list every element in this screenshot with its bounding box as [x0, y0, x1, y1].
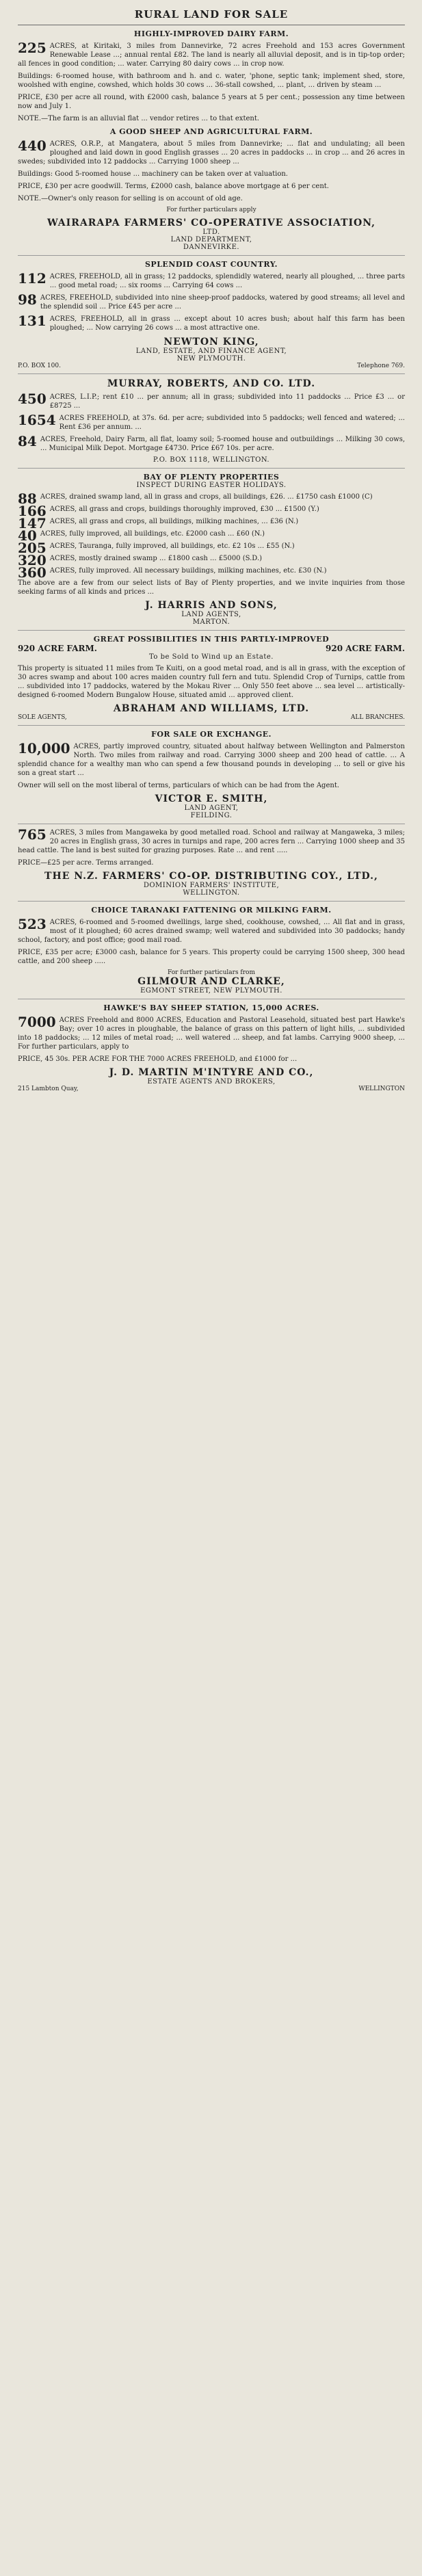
column	[18, 0, 405, 1092]
murray-item	[18, 435, 405, 453]
coast-item	[18, 272, 405, 290]
divider	[18, 468, 405, 469]
bay-subtitle: INSPECT DURING EASTER HOLIDAYS.	[136, 482, 287, 489]
divider	[18, 373, 405, 374]
item-text: ACRES, all grass and crops, all buildings, milking machines, ...	[49, 518, 268, 525]
murray-item	[18, 414, 405, 432]
agent-smith-place: FEILDING.	[190, 812, 233, 819]
acre-number: 147	[18, 515, 47, 531]
agent-nzfarmers-sub: DOMINION FARMERS' INSTITUTE,	[143, 882, 280, 889]
hawkes-title: HAWKE'S BAY SHEEP STATION, 15,000 ACRES.	[103, 1003, 319, 1012]
acre-number: 84	[18, 433, 37, 449]
sheep-item	[18, 170, 405, 179]
agent-smith: VICTOR E. SMITH,	[155, 793, 268, 804]
item-text: ACRES, FREEHOLD, all in grass; 12 paddocks, splendidly watered, nearly all ploughed, ... three parts ... good metal road; ... six rooms ... Carrying 64 cows ...	[49, 273, 405, 289]
agent-wairarapa-place: DANNEVIRKE.	[183, 244, 240, 251]
dairy-item	[18, 42, 405, 68]
item-text: ACRES, fully improved. All necessary buildings, milking machines, etc.	[49, 567, 296, 575]
item-text: ACRES Freehold and 8000 ACRES, Education and Pastoral Leasehold, situated best part Hawke's Bay; over 10 acres in ploughable, the balance of grass on this pattern of light hills, ... subdivided into 18 paddocks; ... 12 miles of metal road; ... well watered ... sheep, and fat lambs. Carrying 9000 sheep, ... For further particulars, apply to	[18, 1016, 405, 1051]
hawkes-price: PRICE, 45 30s. PER ACRE FOR THE 7000 ACRES FREEHOLD, and £1000 for ...	[18, 1055, 298, 1063]
acre-number: 10,000	[18, 740, 70, 757]
item-text: ACRES, at Kiritaki, 3 miles from Dannevirke, 72 acres Freehold and 153 acres Government Renewable Lease ...; annual rental £82. The land is nearly all alluvial deposit, and is in tip-top order; all fences in good condition; ... water. Carrying 80 dairy cows ... in crop now.	[18, 42, 405, 68]
coast-item	[18, 315, 405, 332]
agent-wairarapa-sub: LTD.	[202, 228, 220, 236]
great-right	[326, 644, 405, 653]
agent-right: ALL BRANCHES.	[350, 714, 405, 721]
agent-newton-role: LAND, ESTATE, AND FINANCE AGENT,	[135, 347, 287, 355]
agent-wairarapa: WAIRARAPA FARMERS' CO-OPERATIVE ASSOCIATION,	[47, 218, 376, 228]
mangaweka-price: PRICE—£25 per acre. Terms arranged.	[18, 859, 154, 867]
taranaki-title: CHOICE TARANAKI FATTENING OR MILKING FARM.	[91, 906, 332, 915]
dairy-item	[18, 72, 405, 90]
item-text: ACRES FREEHOLD, at 37s. 6d. per acre; subdivided into 5 paddocks; well fenced and watered; ... Rent £36 per annum. ...	[59, 415, 405, 431]
divider	[18, 630, 405, 631]
taranaki-footer: For further particulars from	[167, 969, 256, 976]
taranaki-item	[18, 918, 405, 945]
item-text: ACRES, all grass and crops, buildings thoroughly improved, £30 ...	[49, 505, 282, 513]
divider	[18, 725, 405, 726]
agent-martin-row	[18, 1086, 405, 1092]
agent-left: 215 Lambton Quay,	[18, 1086, 79, 1092]
item-text: ACRES, FREEHOLD, all in grass ... except about 10 acres bush; about half this farm has been ploughed; ... Now carrying 26 cows ... a most attractive one.	[49, 315, 405, 332]
agent-murray: MURRAY, ROBERTS, AND CO. LTD.	[107, 378, 316, 389]
acre-number: 112	[18, 270, 47, 287]
agent-martin-sub: ESTATE AGENTS AND BROKERS,	[147, 1078, 276, 1086]
acre-number: 1654	[18, 412, 56, 428]
acre-number: 765	[18, 826, 47, 843]
acre-number: 166	[18, 503, 47, 519]
exchange-title: FOR SALE OR EXCHANGE.	[151, 730, 272, 739]
acre-number: 920	[326, 644, 343, 653]
dairy-section	[18, 29, 405, 123]
dairy-title: HIGHLY-IMPROVED DAIRY FARM.	[133, 29, 289, 38]
sheep-price: PRICE, £30 per acre goodwill. Terms, £2000 cash, balance above mortgage at 6 per cent.	[18, 183, 329, 190]
acre-label: ACRE FARM.	[345, 644, 405, 653]
item-text: Buildings: 6-roomed house, with bathroom and h. and c. water, 'phone, septic tank; implement shed, store, woolshed with engine, cowshed, which holds 30 cows ... 36-stall cowshed, ... plant, ... driven by steam ...	[18, 73, 405, 89]
acre-number: 920	[18, 644, 36, 653]
item-text: ACRES, Freehold, Dairy Farm, all flat, loamy soil; 5-roomed house and outbuildings ... Milking 30 cows, ... Municipal Milk Depot. Mortgage £4730. Price £67 10s. per acre.	[40, 436, 405, 452]
item-price: £36 (N.)	[269, 518, 299, 525]
item-text: ACRES, O.R.P., at Mangatera, about 5 miles from Dannevirke; ... flat and undulating; all been ploughed and laid down in good English grasses ... 20 acres in paddocks ... in crop ... and 26 acres in swedes; subdivided into 12 paddocks ... Carrying 1000 sheep ...	[18, 140, 405, 166]
telephone: Telephone 769.	[357, 363, 405, 369]
item-price: £30 (N.)	[298, 567, 327, 575]
item-text: ACRES, Tauranga, fully improved, all buildings, etc. £2 10s ...	[49, 542, 265, 550]
item-price: £60 (N.)	[236, 530, 265, 538]
agent-harris: J. HARRIS AND SONS,	[145, 600, 278, 611]
acre-number: 523	[18, 916, 47, 932]
acre-label: ACRE FARM.	[38, 644, 97, 653]
agent-wairarapa-dept: LAND DEPARTMENT,	[170, 236, 252, 244]
item-text: ACRES, 3 miles from Mangaweka by good metalled road. School and railway at Mangaweka, 3 miles; 20 acres in English grass, 30 acres in turnips and rape, 200 acres fern ... Carrying 1000 sheep and 35 head cattle. The land is best suited for grazing purposes. Rate ... and rent .....	[18, 829, 405, 854]
exchange-item	[18, 742, 405, 778]
agent-gilmour: GILMOUR AND CLARKE,	[137, 976, 285, 987]
acre-number: 7000	[18, 1014, 56, 1030]
bay-item	[18, 503, 405, 519]
page-title: RURAL LAND FOR SALE	[134, 8, 289, 21]
acre-number: 98	[18, 291, 37, 308]
item-text: ACRES, partly improved country, situated about halfway between Wellington and Palmerston North. Two miles from railway and road. Carrying 3000 sheep and 200 head of cattle. ... A splendid chance for a wealthy man who can spend a few thousand pounds in developing ... to sell or give his son a great start ...	[18, 743, 405, 777]
mangaweka-item	[18, 828, 405, 855]
dairy-price: PRICE, £30 per acre all round, with £2000 cash, balance 5 years at 5 per cent.; possession any time between now and July 1.	[18, 94, 405, 110]
agent-smith-sub: LAND AGENT,	[184, 804, 239, 812]
sheep-note: NOTE.—Owner's only reason for selling is on account of old age.	[18, 195, 243, 202]
po-box: P.O. BOX 100.	[18, 363, 61, 369]
great-sub: To be Sold to Wind up an Estate.	[149, 653, 274, 661]
acre-number: 360	[18, 564, 47, 581]
dairy-note: NOTE.—The farm is an alluvial flat ... vendor retires ... to that extent.	[18, 115, 260, 122]
item-text: ACRES, FREEHOLD, subdivided into nine sheep-proof paddocks, watered by good streams; all level and the splendid soil ... Price £45 per acre ...	[40, 294, 405, 311]
taranaki-price: PRICE, £35 per acre; £3000 cash, balance for 5 years. This property could be carrying 1500 sheep, 300 head cattle, and 200 sheep .....	[18, 949, 405, 965]
agent-right: WELLINGTON	[358, 1086, 405, 1092]
sheep-section	[18, 127, 405, 213]
agent-abraham-row	[18, 714, 405, 721]
sheep-footer: For further particulars apply	[166, 207, 256, 213]
great-title: GREAT POSSIBILITIES IN THIS PARTLY-IMPROVED	[93, 635, 330, 644]
agent-harris-place: MARTON.	[192, 618, 230, 626]
bay-title: BAY OF PLENTY PROPERTIES	[143, 473, 280, 482]
hawkes-item	[18, 1016, 405, 1051]
great-header	[18, 644, 405, 653]
coast-title: SPLENDID COAST COUNTRY.	[144, 260, 278, 269]
great-text: This property is situated 11 miles from Te Kuiti, on a good metal road, and is all in grass, with the exception of 30 acres swamp and about 100 acres maiden country full fern and tutu. Splendid Crop of Turnips, cattle from ... subdivided into 17 paddocks, watered by the Mokau River ... Only 550 feet above ... sea level ... artistically-designed 6-roomed Modern Bungalow House, situated amid ... approved client.	[18, 665, 405, 699]
bay-item	[18, 552, 405, 568]
item-price: £1500 (Y.)	[284, 505, 319, 513]
item-text: Buildings: Good 5-roomed house ... machinery can be taken over at valuation.	[18, 170, 288, 178]
bay-item	[18, 490, 405, 507]
agent-newton-king: NEWTON KING,	[163, 337, 259, 347]
bay-item	[18, 564, 405, 581]
bay-list	[18, 490, 405, 581]
item-text: ACRES, fully improved, all buildings, etc. £2000 cash ...	[40, 530, 235, 538]
item-text: ACRES, L.I.P.; rent £10 ... per annum; all in grass; subdivided into 11 paddocks ... Price £3 ... or £8725 ...	[49, 393, 405, 410]
acre-number: 225	[18, 40, 47, 56]
item-text: ACRES, drained swamp land, all in grass and crops, all buildings, £26. ... £1750 cash	[40, 493, 336, 501]
acre-number: 440	[18, 137, 47, 154]
agent-nzfarmers-place: WELLINGTON.	[183, 889, 240, 897]
acre-number: 131	[18, 313, 47, 329]
agent-nzfarmers: THE N.Z. FARMERS' CO-OP. DISTRIBUTING COY., LTD.,	[44, 871, 378, 882]
item-price: £1000 (C)	[338, 493, 373, 501]
bay-note: The above are a few from our select lists of Bay of Plenty properties, and we invite inquiries from those seeking farms of all kinds and prices ...	[18, 579, 405, 596]
bay-item	[18, 540, 405, 556]
murray-item	[18, 393, 405, 410]
exchange-owner: Owner will sell on the most liberal of terms, particulars of which can be had from the Agent.	[18, 782, 340, 789]
item-text: ACRES, 6-roomed and 5-roomed dwellings, large shed, cookhouse, cowshed, ... All flat and in grass, most of it ploughed; 60 acres drained swamp; well watered and subdivided into 30 paddocks; handy school, factory, and post office; good mail road.	[18, 919, 405, 944]
agent-martin: J. D. MARTIN M'INTYRE AND CO.,	[109, 1067, 314, 1078]
acre-number: 450	[18, 391, 47, 407]
acre-number: 320	[18, 552, 47, 568]
bay-item	[18, 527, 405, 544]
item-price: £55 (N.)	[266, 542, 295, 550]
acre-number: 40	[18, 527, 37, 544]
sheep-title: A GOOD SHEEP AND AGRICULTURAL FARM.	[109, 127, 313, 136]
acre-number: 205	[18, 540, 47, 556]
agent-left: SOLE AGENTS,	[18, 714, 67, 721]
great-left	[18, 644, 97, 653]
sheep-item	[18, 137, 405, 166]
agent-newton-place: NEW PLYMOUTH.	[176, 355, 246, 363]
item-price: £5000 (S.D.)	[218, 555, 263, 562]
divider	[18, 901, 405, 902]
agent-harris-sub: LAND AGENTS,	[181, 611, 241, 618]
murray-box: P.O. BOX 1118, WELLINGTON.	[153, 456, 270, 464]
agent-gilmour-place: EGMONT STREET, NEW PLYMOUTH.	[140, 987, 282, 995]
coast-item	[18, 293, 405, 311]
item-text: ACRES, mostly drained swamp ... £1800 cash ...	[49, 555, 217, 562]
agent-abraham: ABRAHAM AND WILLIAMS, LTD.	[113, 703, 310, 714]
agent-newton-contact	[18, 363, 405, 369]
bay-item	[18, 515, 405, 531]
divider	[18, 255, 405, 256]
coast-section	[18, 260, 405, 332]
acre-number: 88	[18, 490, 37, 507]
